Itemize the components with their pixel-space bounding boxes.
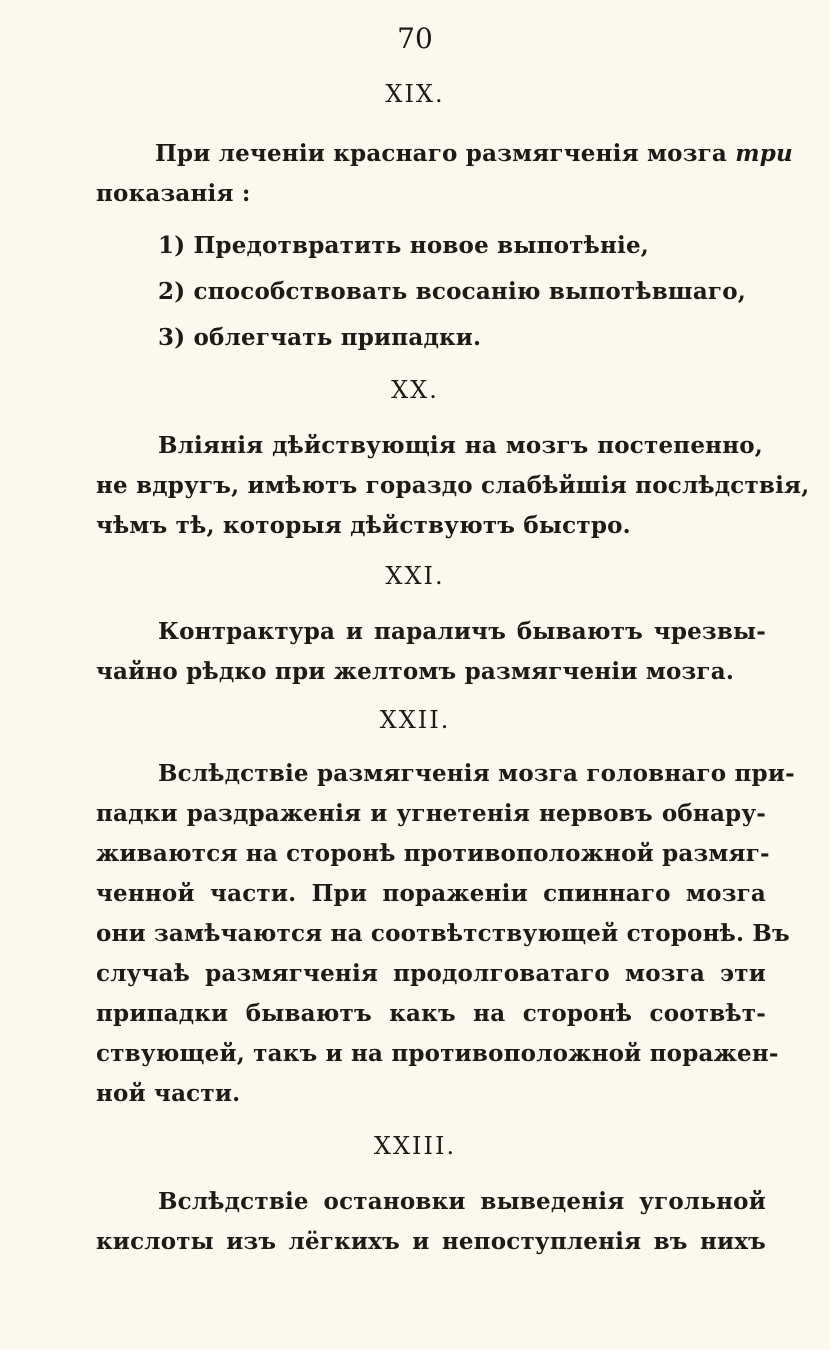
text-line: не вдругъ, имѣютъ гораздо слабѣйшія послѣдствія, [96, 472, 810, 499]
text-line: живаются на сторонѣ противоположной размяг- [96, 840, 770, 867]
text-line: Вслѣдствіе остановки выведенія угольной [158, 1188, 766, 1215]
list-item-1: 1) Предотвратить новое выпотѣніе, [158, 232, 649, 259]
section-heading-xxi: XXI. [385, 562, 445, 590]
text-line: ствующей, такъ и на противоположной поражен- [96, 1040, 779, 1067]
text-line: чайно рѣдко при желтомъ размягченіи мозга. [96, 658, 735, 685]
text-line: случаѣ размягченія продолговатаго мозга эти [96, 960, 766, 987]
text-line: ченной части. При пораженіи спиннаго мозга [96, 880, 766, 907]
text-line: припадки бываютъ какъ на сторонѣ соотвѣт- [96, 1000, 766, 1027]
text-line: При леченіи краснаго размягченія мозга три [155, 140, 793, 167]
text-line: Вліянія дѣйствующія на мозгъ постепенно, [158, 432, 763, 459]
text-line: чѣмъ тѣ, которыя дѣйствуютъ быстро. [96, 512, 631, 539]
section-heading-xxii: XXII. [379, 706, 451, 734]
list-item-2: 2) способствовать всосанію выпотѣвшаго, [158, 278, 746, 305]
text-line: они замѣчаются на соотвѣтствующей сторонѣ. Въ [96, 920, 790, 947]
text-line: кислоты изъ лёгкихъ и непоступленія въ нихъ [96, 1228, 766, 1255]
section-heading-xx: XX. [391, 376, 439, 404]
list-item-3: 3) облегчать припадки. [158, 324, 482, 351]
page-number: 70 [397, 22, 433, 55]
section-heading-xix: XIX. [385, 80, 445, 108]
text-line: ной части. [96, 1080, 241, 1107]
text-line: Вслѣдствіе размягченія мозга головнаго при- [158, 760, 795, 787]
text-line: Контрактура и параличъ бываютъ чрезвы- [158, 618, 766, 645]
emphasized-word: три [735, 140, 793, 167]
text-line: падки раздраженія и угнетенія нервовъ обнару- [96, 800, 766, 827]
text-line: показанія : [96, 180, 251, 207]
section-heading-xxiii: XXIII. [373, 1132, 457, 1160]
